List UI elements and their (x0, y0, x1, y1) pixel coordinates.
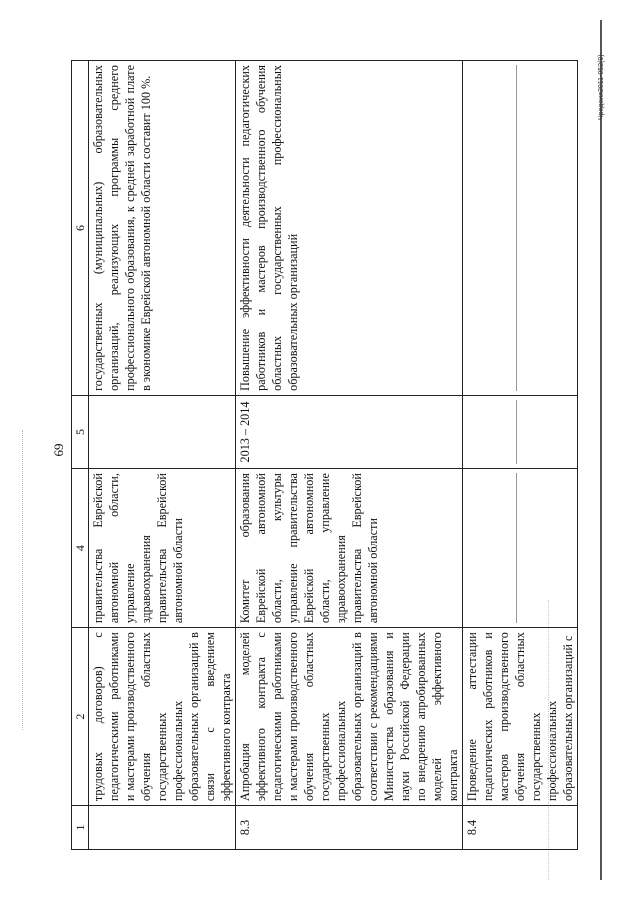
period-cell (89, 395, 236, 468)
table-row (89, 61, 236, 850)
period-cell (463, 395, 578, 468)
column-header: 4 (72, 469, 89, 628)
executor-cell: Комитет образования Еврейской автономной области, культуры управление правительства Еврейской автономной области, управление здравоохранения правительства Еврейской автономной области (236, 469, 463, 628)
table-row (236, 61, 463, 850)
column-header: 5 (72, 395, 89, 468)
page-number: 69 (51, 443, 66, 457)
result-cell: государственных (муниципальных) образовательных организаций, реализующих программы среднего профессионального образования, к средней заработной плате в экономике Еврейской автономной области составит 100 %. (89, 61, 236, 396)
row-number: 8.3 (236, 806, 463, 850)
action-cell: Апробация моделей эффективного контракта с педагогическими работниками и мастерами производственного обучения областных государственных профессиональных образовательных организаций в соответствии с рекомендациями Министерства образования и науки Российской Федерации по внедрению апробированных моделей эффективного контракта (236, 628, 463, 806)
result-cell: Повышение эффективности деятельности педагогических работников и мастеров производственного обучения областных государственных профессиональных образовательных организаций (236, 61, 463, 396)
period-cell: 2013 – 2014 (236, 395, 463, 468)
executor-cell: правительства Еврейской автономной области, управление здравоохранения правительства Еврейской автономной области (89, 469, 236, 628)
rotated-table-canvas (51, 60, 599, 850)
faint-divider (516, 473, 517, 623)
document-stamp: Чредоия2011-052(9) (598, 54, 605, 120)
row-number (89, 806, 236, 850)
table-header-row (72, 61, 89, 850)
result-cell (463, 61, 578, 396)
faint-divider (516, 400, 517, 464)
faint-divider (516, 65, 517, 391)
table-row (463, 61, 578, 850)
row-number: 8.4 (463, 806, 578, 850)
column-header: 1 (72, 806, 89, 850)
action-cell: Проведение аттестации педагогических работников и мастеров производственного обучения областных государственных профессиональных образовательных организаций с (463, 628, 578, 806)
plan-table (71, 60, 578, 850)
scan-edge-line (600, 20, 602, 880)
scan-artifact-dots (22, 430, 24, 730)
executor-cell (463, 469, 578, 628)
column-header: 6 (72, 61, 89, 396)
action-cell: трудовых договоров) с педагогическими работниками и мастерами производственного обучения областных государственных профессиональных образовательных организаций в связи с введением эффективного контракта (89, 628, 236, 806)
column-header: 2 (72, 628, 89, 806)
